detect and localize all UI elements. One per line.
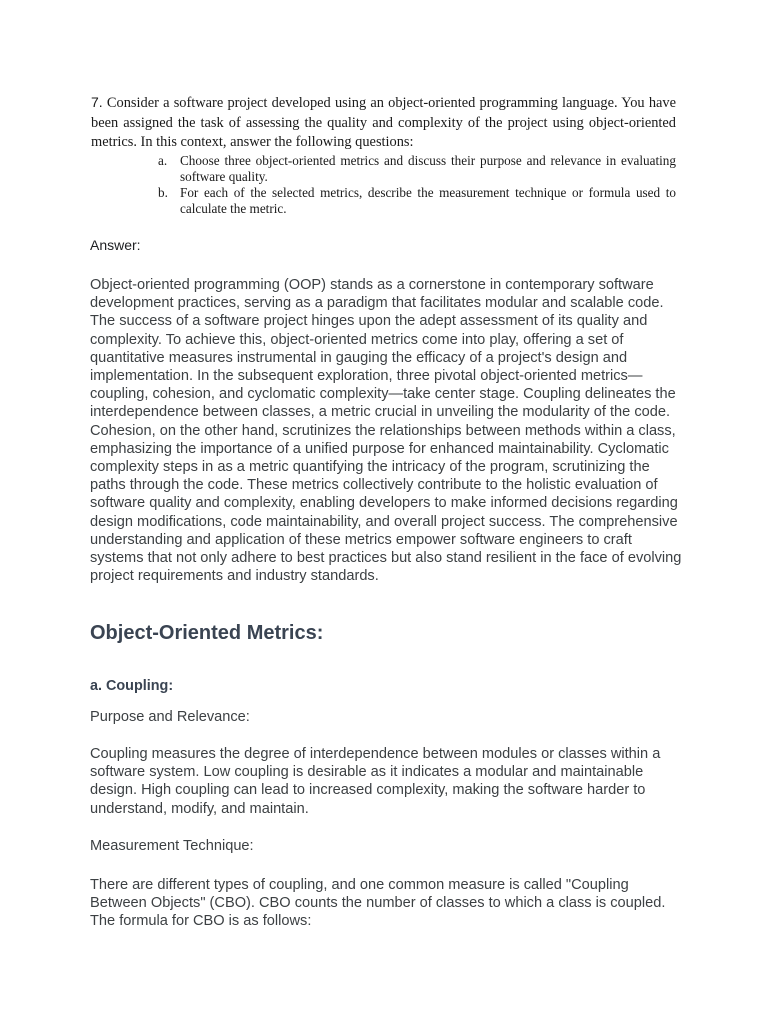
question-item-a-letter: a. (158, 152, 168, 168)
answer-intro-paragraph: Object-oriented programming (OOP) stands as a cornerstone in contemporary software development practices, serving as a paradigm that facilitates modular and scalable code. The success of a software project hinges upon the adept assessment of its quality and complexity. To achieve this, object-oriented metrics come into play, offering a set of quantitative measures instrumental in gauging the efficacy of a project's design and implementation. In the subsequent exploration, three pivotal object-oriented metrics—coupling, cohesion, and cyclomatic complexity—take center stage. Coupling delineates the interdependence between classes, a metric crucial in unveiling the modularity of the code. Cohesion, on the other hand, scrutinizes the relationships between methods within a class, emphasizing the importance of a unified purpose for enhanced maintainability. Cyclomatic complexity steps in as a metric quantifying the intricacy of the program, scrutinizing the paths through the code. These metrics collectively contribute to the holistic evaluation of software quality and complexity, enabling developers to make informed decisions regarding design modifications, code maintainability, and overall project success. The comprehensive understanding and application of these metrics empower software engineers to craft systems that not only adhere to best practices but also stand resilient in the face of evolving project requirements and industry standards. (90, 277, 682, 585)
coupling-purpose-paragraph: Coupling measures the degree of interdependence between modules or classes within a software system. Low coupling is desirable as it indicates a modular and maintainable design. High coupling can lead to increased complexity, making the software harder to understand, modify, and maintain. (90, 746, 661, 817)
coupling-purpose-label: Purpose and Relevance: (90, 709, 250, 725)
coupling-technique-paragraph: There are different types of coupling, and one common measure is called "Coupling Between Objects" (CBO). CBO counts the number of classes to which a class is coupled. The formula for CBO is as follows: (90, 877, 666, 930)
question-number: 7. (91, 94, 103, 110)
question-block (91, 93, 676, 217)
question-list (91, 153, 676, 217)
answer-label: Answer: (90, 237, 141, 253)
section-title: Object-Oriented Metrics: (90, 622, 324, 644)
question-item-b-text: For each of the selected metrics, describe the measurement technique or formula used to calculate the metric. (180, 184, 676, 216)
question-intro-text: Consider a software project developed using an object-oriented programming language. You have been assigned the task of assessing the quality and complexity of the project using object-oriented metrics. In this context, answer the following questions: (91, 95, 676, 150)
coupling-technique-label: Measurement Technique: (90, 838, 254, 854)
question-intro (91, 93, 676, 153)
question-item-a-text: Choose three object-oriented metrics and discuss their purpose and relevance in evaluating software quality. (180, 152, 676, 184)
question-item-a (91, 153, 676, 185)
question-item-b-letter: b. (158, 184, 168, 200)
question-item-b (91, 185, 676, 217)
coupling-heading: a. Coupling: (90, 678, 174, 694)
